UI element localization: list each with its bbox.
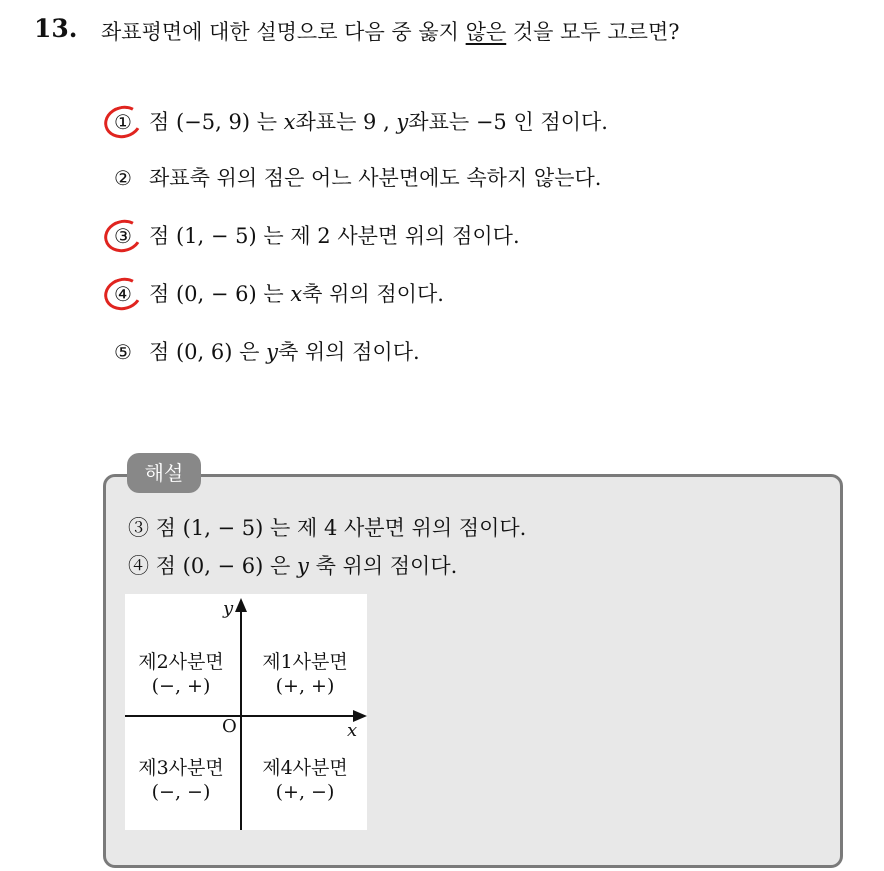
quadrant-2-sign: (−, +) (151, 675, 211, 697)
choice-text-part: 점 (0, 6) 은 (149, 340, 267, 364)
choice-text-part: 점 (−5, 9) 는 (149, 110, 284, 134)
choice-text-part: 축 위의 점이다. (277, 340, 420, 364)
choice-text-part: 점 (1, − 5) 는 제 2 사분면 위의 점이다. (149, 224, 520, 248)
choice-4[interactable] (103, 276, 444, 312)
choice-mark (103, 104, 143, 140)
quadrant-4-name: 제4사분면 (262, 757, 348, 779)
choice-text (149, 218, 520, 254)
quadrant-3-label (125, 756, 237, 804)
y-axis-arrow-icon (235, 598, 247, 612)
choice-mark (103, 160, 143, 196)
choice-text (149, 334, 420, 370)
question-text-after: 것을 모두 고르면? (506, 20, 680, 44)
solution-text-part: ④ 점 (0, − 6) 은 (128, 554, 298, 578)
choice-1[interactable] (103, 104, 608, 140)
choice-number: ④ (114, 282, 132, 306)
choice-text (149, 160, 601, 196)
choice-text-part: 좌표는 −5 인 점이다. (408, 110, 608, 134)
quadrant-1-label (249, 650, 361, 698)
choice-variable: y (396, 110, 409, 134)
x-axis-label: x (347, 720, 358, 741)
solution-line-2 (128, 550, 457, 580)
quadrant-3-sign: (−, −) (151, 781, 211, 803)
choice-variable: x (290, 282, 303, 306)
choice-number: ⑤ (114, 340, 132, 364)
choice-text (149, 276, 444, 312)
choice-variable: y (266, 340, 278, 364)
quadrant-4-label (249, 756, 361, 804)
solution-tag: 해설 (127, 453, 201, 493)
quadrant-4-sign: (+, −) (275, 781, 335, 803)
choice-text-part: 축 위의 점이다. (302, 282, 444, 306)
choice-text-part: 좌표는 9 , (295, 110, 397, 134)
choice-number: ① (114, 110, 132, 134)
quadrant-3-name: 제3사분면 (138, 757, 224, 779)
choice-variable: x (283, 110, 296, 134)
choice-text (149, 104, 608, 140)
choice-3[interactable] (103, 218, 520, 254)
question-text-before: 좌표평면에 대한 설명으로 다음 중 옳지 (101, 20, 466, 44)
question-text (101, 16, 680, 46)
choice-text-part: 점 (0, − 6) 는 (149, 282, 291, 306)
y-axis-label: y (223, 598, 234, 619)
solution-text-part: 축 위의 점이다. (308, 554, 458, 578)
red-circle-mark-icon (101, 216, 146, 257)
choice-2[interactable] (103, 160, 601, 196)
choice-mark (103, 218, 143, 254)
red-circle-mark-icon (101, 102, 146, 143)
choice-text-part: 좌표축 위의 점은 어느 사분면에도 속하지 않는다. (149, 166, 602, 190)
choice-5[interactable] (103, 334, 420, 370)
quadrant-1-name: 제1사분면 (262, 651, 348, 673)
question-number: 13. (34, 14, 78, 43)
question-text-underlined: 않은 (465, 20, 507, 44)
solution-line-1: ③ 점 (1, − 5) 는 제 4 사분면 위의 점이다. (128, 516, 527, 540)
quadrant-2-label (125, 650, 237, 698)
choice-mark (103, 276, 143, 312)
solution-variable: y (297, 554, 309, 578)
choice-mark (103, 334, 143, 370)
quadrant-1-sign: (+, +) (275, 675, 335, 697)
choice-number: ② (114, 166, 132, 190)
red-circle-mark-icon (101, 274, 146, 315)
quadrant-2-name: 제2사분면 (138, 651, 224, 673)
quadrant-diagram (125, 594, 367, 830)
choice-number: ③ (114, 224, 132, 248)
origin-label: O (222, 716, 237, 737)
